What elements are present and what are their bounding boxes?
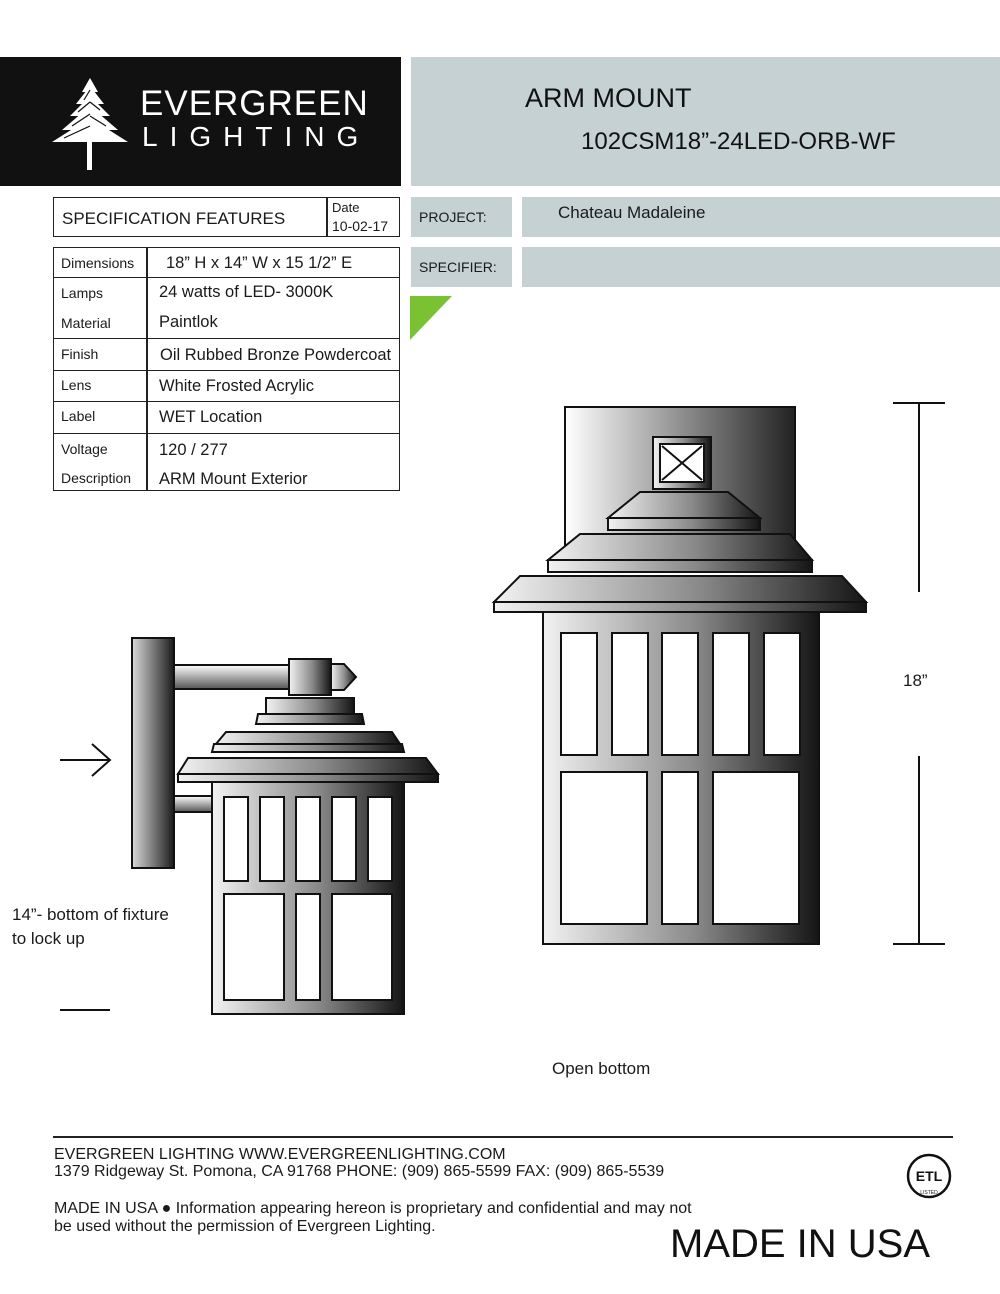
spec-value: White Frosted Acrylic	[159, 377, 314, 395]
title-panel	[411, 57, 1000, 186]
brand-name-lighting: LIGHTING	[142, 121, 371, 152]
lower-arm-stub	[174, 796, 212, 812]
product-type-title: ARM MOUNT	[525, 83, 692, 113]
etl-mark-subtext: LISTED	[920, 1190, 938, 1196]
spec-key: Description	[61, 470, 132, 486]
spec-value: ARM Mount Exterior	[159, 470, 308, 488]
spec-divider	[146, 248, 148, 277]
spec-value: 24 watts of LED- 3000K	[159, 283, 334, 301]
brand-name-evergreen: EVERGREEN	[140, 84, 369, 123]
side-note-line2: to lock up	[12, 929, 85, 948]
spec-divider	[146, 278, 148, 338]
side-note-line1: 14”- bottom of fixture	[12, 905, 169, 924]
spec-key: Finish	[61, 346, 99, 362]
spec-key: Lens	[61, 377, 92, 393]
spec-features-label: SPECIFICATION FEATURES	[62, 209, 286, 228]
date-label: Date	[332, 200, 360, 215]
spec-divider	[146, 339, 148, 370]
spec-value: Paintlok	[159, 313, 218, 331]
spec-row-dimensions	[53, 247, 400, 278]
footer-divider	[53, 1136, 953, 1138]
footer-disclaimer-line2: be used without the permission of Evergreen Lighting.	[54, 1218, 436, 1235]
project-value: Chateau Madaleine	[558, 203, 706, 222]
spec-row-finish	[53, 338, 400, 371]
date-value: 10-02-17	[332, 218, 389, 234]
specifier-value-cell	[522, 247, 1000, 287]
green-accent-triangle-icon	[410, 296, 454, 342]
model-number-title: 102CSM18”-24LED-ORB-WF	[581, 128, 896, 155]
height-dimension-label: 18”	[903, 671, 928, 690]
spec-header-divider	[326, 198, 328, 236]
spec-value: 120 / 277	[159, 441, 228, 459]
mounting-arm	[174, 665, 292, 689]
spec-key: Dimensions	[61, 255, 135, 271]
project-label: PROJECT:	[419, 209, 487, 225]
spec-value: 18” H x 14” W x 15 1/2” E	[166, 254, 353, 272]
etl-listed-mark-icon	[905, 1152, 953, 1200]
footer-address-line: 1379 Ridgeway St. Pomona, CA 91768 PHONE: (909) 865-5599 FAX: (909) 865-5539	[54, 1163, 665, 1180]
spec-key: Label	[61, 408, 96, 424]
open-bottom-caption: Open bottom	[552, 1059, 651, 1078]
specifier-label: SPECIFIER:	[419, 259, 497, 275]
pine-tree-logo-icon	[48, 76, 132, 172]
project-label-cell	[411, 197, 512, 237]
etl-mark-text: ETL	[915, 1168, 943, 1184]
arm-finial	[331, 664, 356, 690]
spec-key: Lamps	[61, 285, 104, 301]
spec-value: Oil Rubbed Bronze Powdercoat	[160, 346, 392, 364]
specifier-label-cell	[411, 247, 512, 287]
wall-backplate	[132, 638, 174, 868]
arrow-right-icon	[60, 744, 110, 776]
spec-features-header	[53, 197, 400, 237]
made-in-usa-large: MADE IN USA	[670, 1222, 931, 1266]
spec-key: Material	[61, 315, 111, 331]
spec-value: WET Location	[159, 408, 263, 426]
spec-key: Voltage	[61, 441, 108, 457]
arm-collar	[289, 659, 331, 695]
fixture-drawing	[0, 380, 1000, 1100]
project-value-cell	[522, 197, 1000, 237]
footer-company-line: EVERGREEN LIGHTING WWW.EVERGREENLIGHTING.COM	[54, 1146, 506, 1163]
spec-row-lamps-material	[53, 277, 400, 339]
footer-disclaimer-line1: MADE IN USA ● Information appearing hereon is proprietary and confidential and may not	[54, 1200, 692, 1217]
